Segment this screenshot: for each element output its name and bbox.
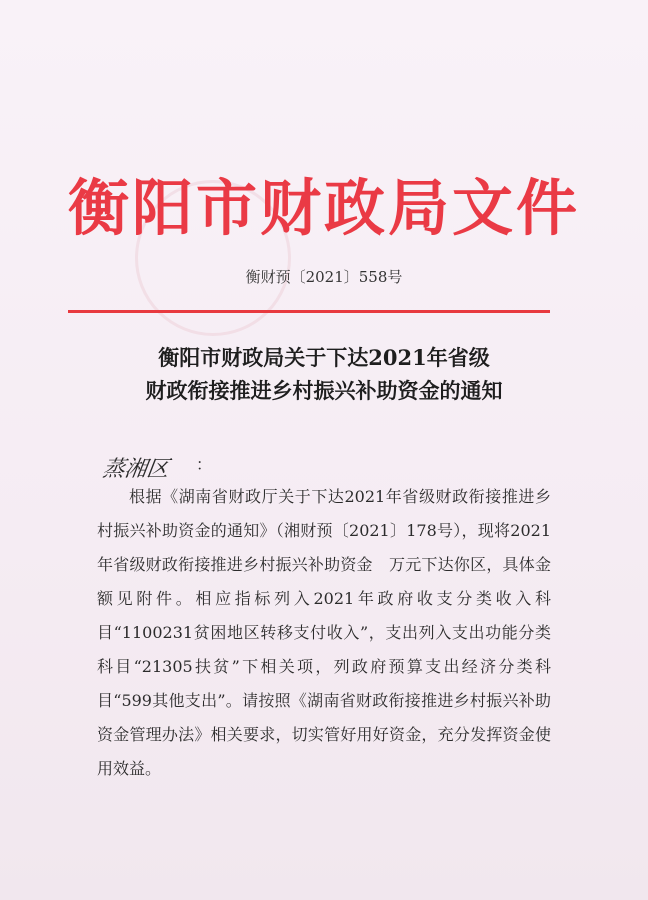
issuer-header-title: 衡阳市财政局文件 — [67, 173, 580, 244]
notice-title-line-1: 衡阳市财政局关于下达2021年省级 — [158, 345, 490, 370]
notice-title-line-2: 财政衔接推进乡村振兴补助资金的通知 — [145, 378, 503, 403]
document-number: 衡财预〔2021〕558号 — [245, 268, 403, 286]
red-divider-line — [68, 310, 550, 313]
notice-body-paragraph: 根据《湖南省财政厅关于下达2021年省级财政衔接推进乡村振兴补助资金的通知》（湘财预〔2021〕178号），现将2021年省级财政衔接推进乡村振兴补助资金 万元下达你区，具体金额见附件。相应指标列入2021年政府收支分类收入科目“1100231贫困地区转移支付收入”，支出列入支出功能分类科目“21305扶贫”下相关项，列政府预算支出经济分类科目“599其他支出”。请按照《湖南省财政衔接推进乡村振兴补助资金管理办法》相关要求，切实管好用好资金，充分发挥资金使用效益。 — [97, 487, 551, 778]
handwritten-addressee: 蒸湘区 — [100, 457, 171, 482]
addressee-colon: ： — [196, 455, 213, 474]
